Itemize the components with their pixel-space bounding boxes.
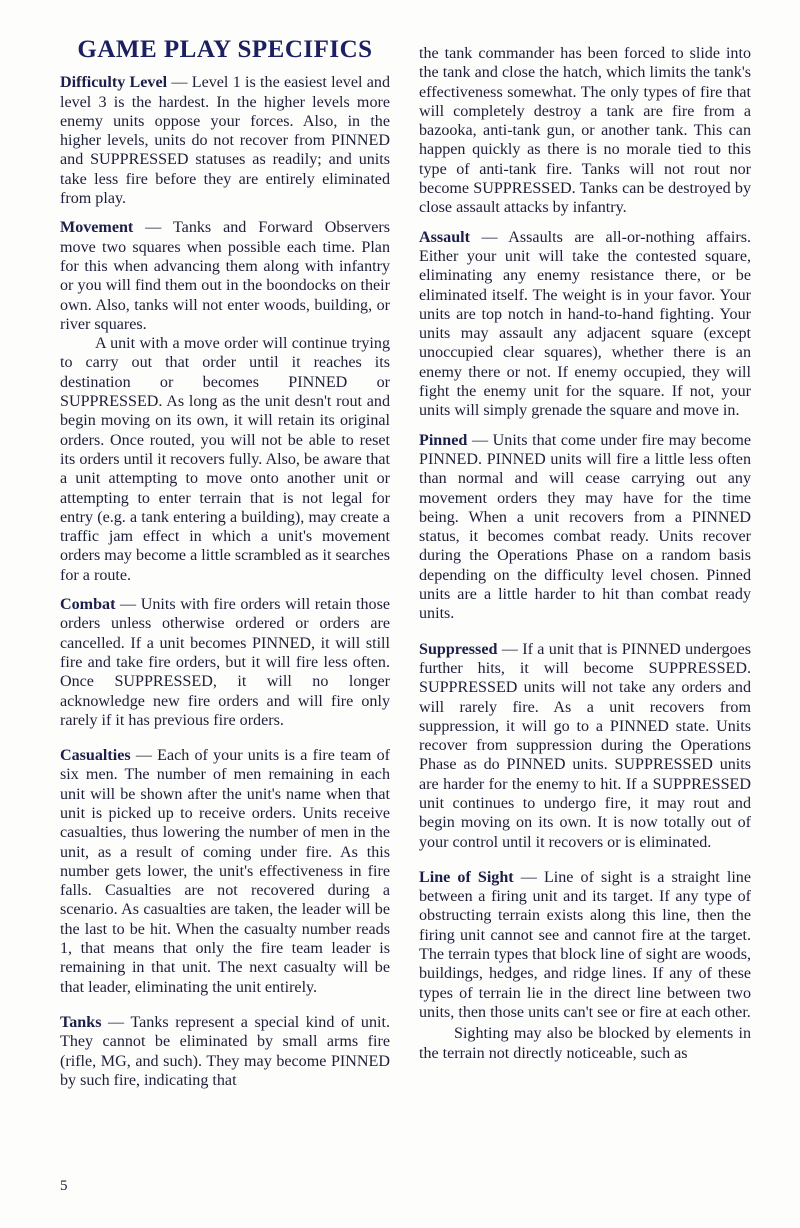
- separator: —: [101, 1013, 131, 1031]
- term-tanks: Tanks: [60, 1013, 102, 1031]
- term-pinned: Pinned: [419, 431, 468, 449]
- separator: —: [513, 868, 544, 886]
- paragraph-text: Units with fire orders will retain those orders unless otherwise ordered or orders are cancelled. If a unit becomes PINNED, it will still fire and take fire orders, but it will fire less often. Once SUPPRESSED, it will no longer acknowledge new fire orders and will fire only rarely if it has previous fire orders.: [60, 596, 391, 729]
- paragraph-text: Line of sight is a straight line between a firing unit and its target. If any type of obstructing terrain exists along this line, then the firing unit cannot see and cannot fire at the target. The terrain types that block line of sight are woods, buildings, hedges, and ridge lines. If any of these types of terrain lie in the direct line between two units, then those units can't see or fire at each other.: [419, 868, 751, 1021]
- separator: —: [133, 219, 173, 237]
- paragraph-line-of-sight: [419, 868, 751, 1022]
- paragraph-text: Tanks represent a special kind of unit. They cannot be eliminated by small arms fire (rifle, MG, and such). They may become PINNED by such fire, indicating that: [60, 1013, 390, 1089]
- term-movement: Movement: [60, 219, 134, 237]
- paragraph-text: Units that come under fire may become PINNED. PINNED units will fire a little less often than normal and will cease carrying out any movement orders they may have for the time being. When a unit recovers from a PINNED status, it becomes combat ready. Units recover during the Operations Phase on a random basis depending on the difficulty level chosen. Pinned units are a little harder to hit than combat ready units.: [419, 431, 751, 623]
- paragraph-text: Level 1 is the easiest level and level 3 is the hardest. In the higher levels more enemy units oppose your forces. Also, in the higher levels, units do not recover from PINNED and SUPPRESSED statuses as readily; and units take less fire before they are entirely eliminated from play.: [60, 74, 390, 208]
- paragraph-text: If a unit that is PINNED undergoes further hits, it will become SUPPRESSED. SUPPRESSED units will not take any orders and will rarely fire. As a unit recovers from suppression, it will go to a PINNED state. Units recover from suppression during the Operations Phase as do PINNED units. SUPPRESSED units are harder for the enemy to hit. If a SUPPRESSED unit continues to undergo fire, it may rout and begin moving on its own. It is now totally out of your control until it recovers or is eliminated.: [419, 640, 751, 851]
- paragraph-casualties: [60, 746, 390, 997]
- paragraph-difficulty-level: [60, 73, 390, 208]
- paragraph-sighting: [419, 1024, 751, 1063]
- separator: —: [167, 74, 192, 92]
- right-column: [419, 44, 751, 1073]
- term-difficulty-level: Difficulty Level: [60, 74, 168, 92]
- paragraph-tanks: [60, 1013, 390, 1090]
- paragraph-suppressed: [419, 640, 751, 852]
- term-suppressed: Suppressed: [419, 640, 498, 658]
- term-assault: Assault: [419, 228, 470, 246]
- paragraph-movement-continued: [60, 334, 390, 585]
- separator: —: [467, 431, 493, 449]
- separator: —: [469, 228, 509, 246]
- paragraph-combat: [60, 595, 390, 730]
- term-casualties: Casualties: [60, 747, 131, 765]
- paragraph-tanks-continued: [419, 44, 751, 218]
- page-number: 5: [60, 1178, 68, 1194]
- paragraph-text: Sighting may also be blocked by elements in the terrain not directly noticeable, such as: [419, 1025, 751, 1062]
- left-column: [60, 36, 391, 1100]
- paragraph-movement: [60, 218, 390, 334]
- paragraph-text: A unit with a move order will continue trying to carry out that order until it reaches its destination or becomes PINNED or SUPPRESSED. As long as the unit desn't rout and begin moving on its own, it will retain its original orders. Once routed, you will not be able to reset its orders until it recovers fully. Also, be aware that a unit attempting to move onto another unit or attempting to enter terrain that is not legal for entry (e.g. a tank entering a building), may create a traffic jam effect in which a unit's movement orders may become a little scrambled as it searches for a route.: [60, 335, 390, 584]
- separator: —: [130, 747, 158, 765]
- paragraph-pinned: [419, 431, 751, 624]
- paragraph-text: the tank commander has been forced to slide into the tank and close the hatch, which limits the tank's effectiveness somewhat. The only types of fire that will completely destroy a tank are fire from a bazooka, anti-tank gun, or another tank. This can happen quickly as there is no morale tied to this type of anti-tank fire. Tanks will not rout nor become SUPPRESSED. Tanks can be destroyed by close assault attacks by infantry.: [419, 45, 751, 217]
- paragraph-text: Tanks and Forward Observers move two squares when possible each time. Plan for this when advancing them along with infantry or you will find them out in the boondocks on their own. Also, tanks will not enter woods, building, or river squares.: [60, 219, 390, 333]
- term-line-of-sight: Line of Sight: [419, 868, 514, 886]
- paragraph-assault: [419, 228, 751, 421]
- page-title: GAME PLAY SPECIFICS: [77, 36, 373, 63]
- paragraph-text: Assaults are all-or-nothing affairs. Either your unit will take the contested square, eliminating any enemy resistance there, or be eliminated itself. The weight is in your favor. Your units are top notch in hand-to-hand fighting. Your units may assault any adjacent square (except unoccupied clear squares), whether there is an enemy there or not. If enemy occupied, they will fight the enemy unit for the square. If not, your units will simply grenade the square and move in.: [419, 228, 751, 420]
- paragraph-text: Each of your units is a fire team of six men. The number of men remaining in each unit will be shown after the unit's name when that unit is picked up to receive orders. Units receive casualties, thus lowering the number of men in the unit, as a result of coming under fire. As this number gets lower, the unit's effectiveness in fire falls. Casualties are not recovered during a scenario. As casualties are taken, the leader will be the last to be hit. When the casualty number reads 1, that means that only the fire team leader is remaining in that unit. The next casualty will be that leader, eliminating the unit entirely.: [60, 747, 391, 996]
- separator: —: [497, 640, 523, 658]
- term-combat: Combat: [60, 596, 116, 614]
- separator: —: [115, 596, 141, 614]
